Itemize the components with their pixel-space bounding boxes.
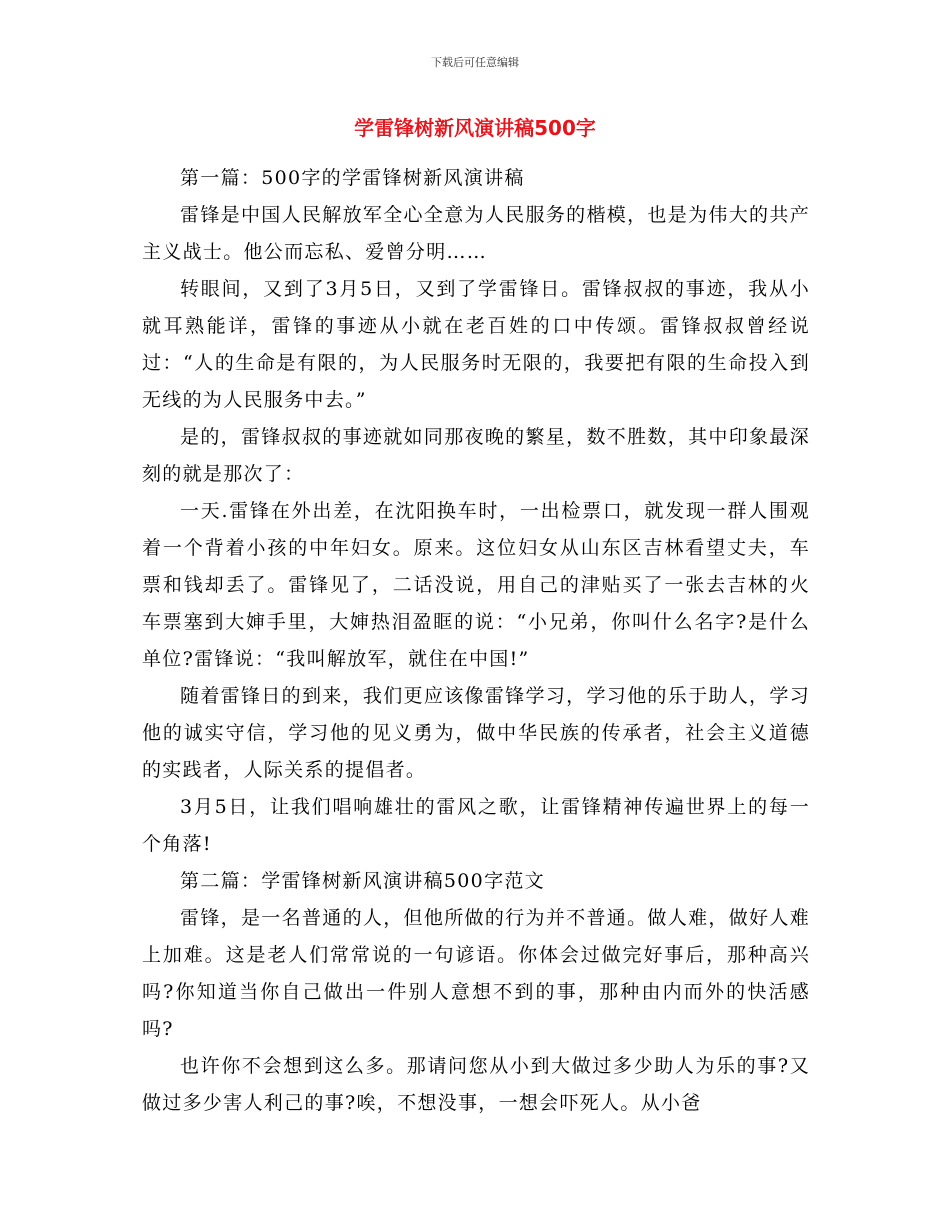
paragraph: 一天.雷锋在外出差，在沈阳换车时，一出检票口，就发现一群人围观着一个背着小孩的中年妇女。原来。这位妇女从山东区吉林看望丈夫，车票和钱却丢了。雷锋见了，二话没说，用自己的津贴买了一张去吉林的火车票塞到大婶手里，大婶热泪盈眶的说：“小兄弟，你叫什么名字?是什么单位?雷锋说：“我叫解放军，就住在中国!” [142,500,810,670]
paragraph: 雷锋是中国人民解放军全心全意为人民服务的楷模，也是为伟大的共产主义战士。他公而忘私、爱曾分明…… [142,204,810,263]
paragraph: 转眼间，又到了3月5日，又到了学雷锋日。雷锋叔叔的事迹，我从小就耳熟能详，雷锋的事迹从小就在老百姓的口中传颂。雷锋叔叔曾经说过：“人的生命是有限的，为人民服务时无限的，我要把有限的生命投入到无线的为人民服务中去。” [142,278,810,411]
document-body [142,160,810,1122]
section-heading-2: 第二篇：学雷锋树新风演讲稿500字范文 [180,870,545,892]
header-note: 下载后可任意编辑 [431,56,519,69]
paragraph: 随着雷锋日的到来，我们更应该像雷锋学习，学习他的乐于助人，学习他的诚实守信，学习他的见义勇为，做中华民族的传承者，社会主义道德的实践者，人际关系的提倡者。 [142,685,810,781]
paragraph: 3月5日，让我们唱响雄壮的雷风之歌，让雷锋精神传遍世界上的每一个角落! [142,796,810,855]
paragraph: 是的，雷锋叔叔的事迹就如同那夜晚的繁星，数不胜数，其中印象最深刻的就是那次了： [142,426,810,485]
paragraph: 雷锋，是一名普通的人，但他所做的行为并不普通。做人难，做好人难上加难。这是老人们常常说的一句谚语。你体会过做完好事后，那种高兴吗?你知道当你自己做出一件别人意想不到的事，那种由内而外的快活感吗? [142,907,810,1040]
section-heading-1: 第一篇：500字的学雷锋树新风演讲稿 [180,167,525,189]
document-title: 学雷锋树新风演讲稿500字 [354,116,596,140]
paragraph: 也许你不会想到这么多。那请问您从小到大做过多少助人为乐的事?又做过多少害人利己的事?唉，不想没事，一想会吓死人。从小爸 [142,1055,810,1114]
